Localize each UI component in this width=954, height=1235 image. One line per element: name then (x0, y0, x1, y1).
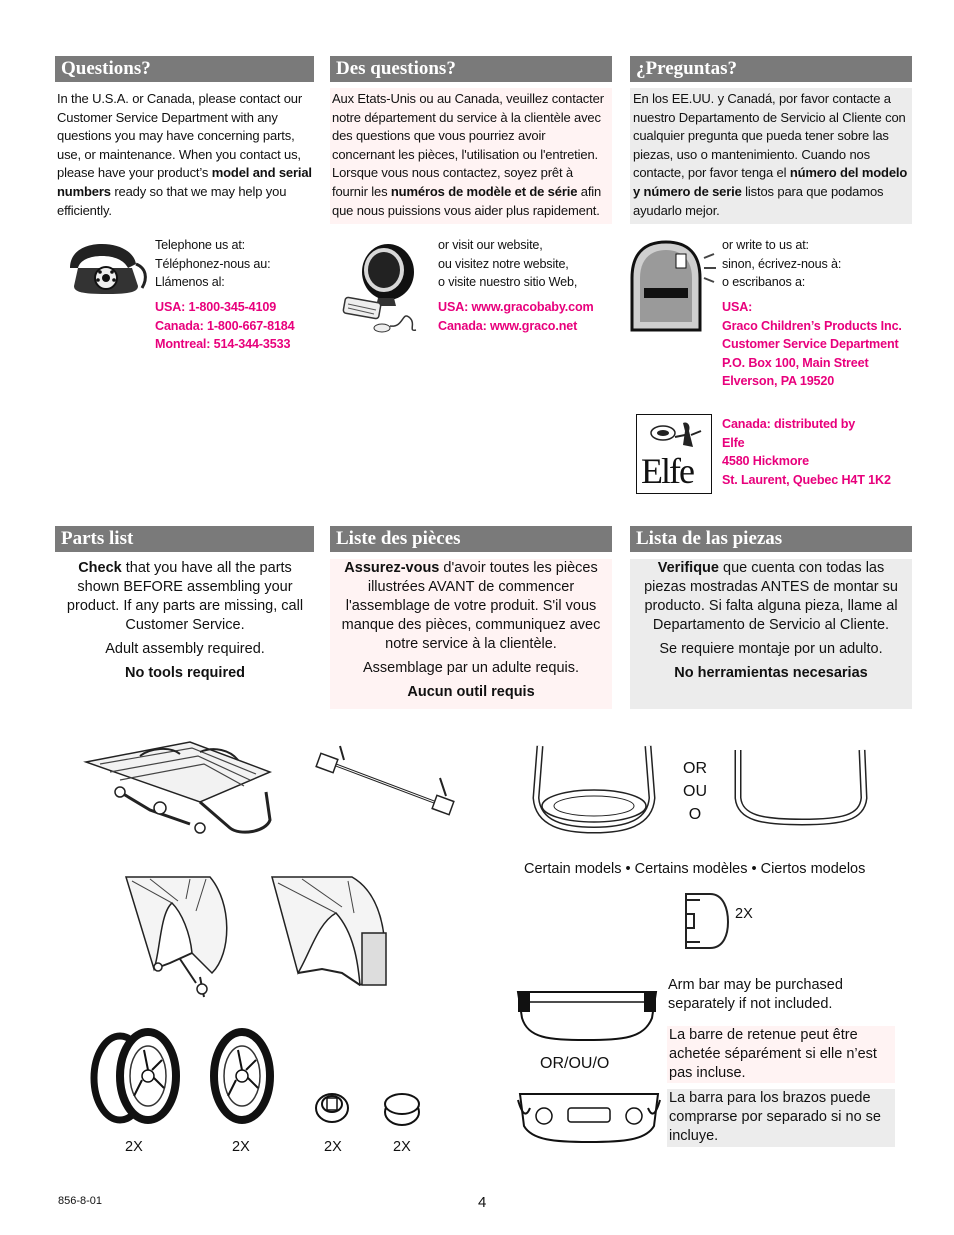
page-number: 4 (478, 1194, 487, 1211)
or-ou-o-label: OR/OU/O (540, 1055, 610, 1072)
questions-header-fr: Des questions? (330, 56, 612, 82)
qty-cap-open: 2X (324, 1139, 342, 1155)
parts-header-fr: Liste des pièces (330, 526, 612, 552)
questions-text-fr: Aux Etats-Unis ou au Canada, veuillez contacter notre département du service à la clientèle avec des questions que vous pourriez avoir concernant les pièces, l'utilisation ou l'entretien. Lorsque vous nous contactez, soyez prêt à fournir les numéros de modèle et de série afin que nous puissions vous aider plus rapidement. (330, 88, 612, 224)
end-cap-qty: 2X (735, 906, 753, 922)
stroller-frame-figure (80, 732, 280, 842)
phone-canada[interactable]: Canada: 1-800-667-8184 (155, 318, 295, 333)
wheel-cap-open-figure (312, 1086, 352, 1126)
mail-usa-address: USA: Graco Children’s Products Inc. Customer Service Department P.O. Box 100, Main Street Elverson, PA 19520 (722, 300, 902, 389)
computer-icon (338, 238, 434, 338)
parts-text-en: Check that you have all the parts shown BEFORE assembling your product. If any parts are missing, call Customer Service. Adult assembly required. No tools required (66, 560, 304, 681)
parts-text-es: Verifique que cuenta con todas las piezas mostradas ANTES de montar su producto. Si falta alguna pieza, llame al Departamento de Servicio al Cliente. Se requiere montaje por un adulto. No herramientas necesarias (630, 559, 912, 709)
phone-usa[interactable]: USA: 1-800-345-4109 (155, 300, 277, 314)
questions-text-es: En los EE.UU. y Canadá, por favor contacte a nuestro Departamento de Servicio al Cliente con cualquier pregunta que pueda tener sobre las piezas, uso o mantenimiento. Cuando nos contacte, por favor tenga el número del modelo y número de serie listos para que podamos ayudarlo mejor. (630, 88, 912, 224)
wheel-cap-closed-figure (382, 1088, 422, 1128)
child-tray-figure (514, 738, 674, 834)
parts-text-fr: Assurez-vous d'avoir toutes les pièces illustrées AVANT de commencer l'assemblage de votre produit. S'il vous manque des pièces, communiquez avec notre service à la clientèle. Assemblage par un adulte requis. Aucun outil requis (330, 559, 612, 709)
canopy-right-figure (262, 873, 402, 1003)
snack-tray-figure (514, 1086, 664, 1144)
rear-axle-figure (314, 742, 464, 822)
certain-models-label: Certain models • Certains modèles • Ciertos modelos (524, 861, 866, 877)
parts-header-es: Lista de las piezas (630, 526, 912, 552)
elfe-logo-text: Elfe (641, 451, 693, 491)
telephone-icon (62, 238, 150, 298)
questions-text-en: In the U.S.A. or Canada, please contact our Customer Service Department with any questions you may have concerning parts, use, or maintenance. When you contact us, please have your product’s model and serial numbers ready so that we may help you efficiently. (57, 91, 312, 218)
elfe-logo (636, 414, 712, 494)
document-code: 856-8-01 (58, 1195, 103, 1207)
qty-cap-closed: 2X (393, 1139, 411, 1155)
mail-canada-address: Canada: distributed by Elfe 4580 Hickmore St. Laurent, Quebec H4T 1K2 (722, 417, 891, 487)
questions-header-en: Questions? (55, 56, 314, 82)
questions-header-es: ¿Preguntas? (630, 56, 912, 82)
phone-numbers (155, 298, 330, 354)
web-urls (438, 298, 618, 335)
arm-bar-note-fr: La barre de retenue peut être achetée séparément si elle n’est pas incluse. (667, 1026, 895, 1083)
phone-montreal[interactable]: Montreal: 514-344-3533 (155, 337, 291, 352)
link-graco-canada[interactable]: Canada: www.graco.net (438, 318, 578, 333)
qty-front-wheels: 2X (232, 1139, 250, 1155)
parts-header-en: Parts list (55, 526, 314, 552)
mailbox-icon (622, 238, 718, 340)
arm-bar-note-en: Arm bar may be purchased separately if not included. (668, 977, 843, 1012)
web-intro: or visit our website, ou visitez notre website, o visite nuestro sitio Web, (438, 238, 578, 290)
phone-intro: Telephone us at: Téléphonez-nous au: Llámenos al: (155, 238, 271, 290)
link-gracobaby[interactable]: USA: www.gracobaby.com (438, 300, 594, 314)
mail-intro: or write to us at: sinon, écrivez-nous à: o escribanos a: (722, 238, 842, 290)
arm-bar-figure (722, 742, 882, 828)
rear-wheels-figure (86, 1026, 186, 1124)
qty-rear-wheels: 2X (125, 1139, 143, 1155)
end-cap-figure (680, 890, 730, 952)
arm-bar-piece-figure (514, 988, 660, 1044)
arm-bar-note-es: La barra para los brazos puede comprarse por separado si no se incluye. (667, 1089, 895, 1147)
front-wheel-figure (206, 1026, 276, 1126)
or-label: OR OU O (683, 760, 707, 823)
canopy-left-figure (120, 873, 240, 1003)
